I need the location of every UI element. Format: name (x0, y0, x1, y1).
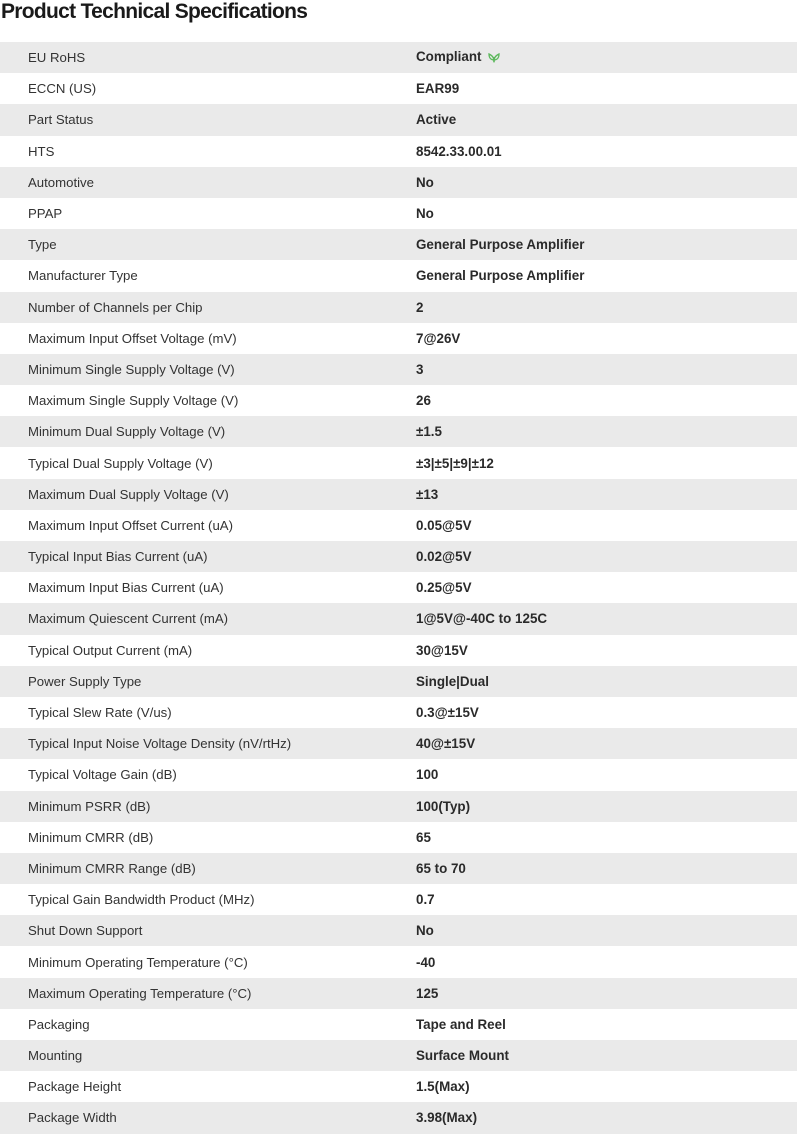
spec-value-text: 0.3@±15V (416, 705, 479, 721)
spec-label: Power Supply Type (0, 666, 416, 697)
spec-value (416, 635, 797, 666)
spec-label: Automotive (0, 167, 416, 198)
spec-table-body (0, 42, 797, 1134)
spec-value (416, 1040, 797, 1071)
spec-row (0, 915, 797, 946)
spec-value (416, 915, 797, 946)
spec-value-text: 65 (416, 829, 431, 845)
spec-value-text: 7@26V (416, 330, 461, 346)
spec-value-text: 1.5(Max) (416, 1079, 470, 1095)
spec-value (416, 416, 797, 447)
spec-value-text: Surface Mount (416, 1048, 509, 1064)
spec-row (0, 666, 797, 697)
spec-label: Maximum Single Supply Voltage (V) (0, 385, 416, 416)
spec-value (416, 759, 797, 790)
spec-value (416, 198, 797, 229)
spec-label: Minimum PSRR (dB) (0, 791, 416, 822)
spec-value (416, 292, 797, 323)
spec-row (0, 479, 797, 510)
spec-value (416, 822, 797, 853)
spec-value (416, 978, 797, 1009)
spec-label: Maximum Quiescent Current (mA) (0, 603, 416, 634)
spec-value (416, 136, 797, 167)
spec-row (0, 853, 797, 884)
spec-label: Part Status (0, 104, 416, 135)
spec-value-text: ±1.5 (416, 424, 442, 440)
spec-label: Mounting (0, 1040, 416, 1071)
spec-value-text: Active (416, 112, 457, 128)
leaf-icon (487, 51, 501, 66)
spec-label: Maximum Input Offset Voltage (mV) (0, 323, 416, 354)
spec-value (416, 323, 797, 354)
spec-label: Maximum Input Bias Current (uA) (0, 572, 416, 603)
spec-row (0, 510, 797, 541)
spec-value-text: 100(Typ) (416, 798, 471, 814)
spec-value (416, 42, 797, 73)
spec-row (0, 260, 797, 291)
spec-value-text: General Purpose Amplifier (416, 237, 585, 253)
spec-label: Package Height (0, 1071, 416, 1102)
spec-row (0, 73, 797, 104)
spec-value-text: 0.25@5V (416, 580, 472, 596)
spec-value-text: Single|Dual (416, 673, 489, 689)
spec-table (0, 42, 797, 1134)
spec-row (0, 104, 797, 135)
spec-value (416, 229, 797, 260)
spec-row (0, 635, 797, 666)
spec-value-text: No (416, 923, 434, 939)
spec-value-text: ±3|±5|±9|±12 (416, 455, 494, 471)
spec-label: Typical Voltage Gain (dB) (0, 759, 416, 790)
spec-value-text: No (416, 206, 434, 222)
spec-label: Maximum Operating Temperature (°C) (0, 978, 416, 1009)
spec-value-text: -40 (416, 954, 436, 970)
spec-value (416, 1071, 797, 1102)
spec-value-text: EAR99 (416, 81, 460, 97)
spec-row (0, 822, 797, 853)
spec-row (0, 978, 797, 1009)
spec-row (0, 884, 797, 915)
spec-value (416, 260, 797, 291)
spec-label: Type (0, 229, 416, 260)
spec-row (0, 791, 797, 822)
spec-row (0, 229, 797, 260)
spec-value (416, 884, 797, 915)
spec-value (416, 167, 797, 198)
spec-label: EU RoHS (0, 42, 416, 73)
spec-label: Maximum Input Offset Current (uA) (0, 510, 416, 541)
spec-row (0, 572, 797, 603)
spec-label: Minimum CMRR Range (dB) (0, 853, 416, 884)
spec-value-text: Tape and Reel (416, 1016, 506, 1032)
page-title: Product Technical Specifications (1, 0, 308, 23)
spec-label: Typical Input Noise Voltage Density (nV/rtHz) (0, 728, 416, 759)
spec-value (416, 1009, 797, 1040)
spec-row (0, 759, 797, 790)
spec-label: Typical Slew Rate (V/us) (0, 697, 416, 728)
spec-label: Typical Input Bias Current (uA) (0, 541, 416, 572)
spec-row (0, 946, 797, 977)
spec-row (0, 1102, 797, 1133)
spec-value-text: 8542.33.00.01 (416, 143, 502, 159)
spec-value (416, 791, 797, 822)
spec-row (0, 136, 797, 167)
spec-label: Package Width (0, 1102, 416, 1133)
spec-row (0, 167, 797, 198)
spec-label: Minimum CMRR (dB) (0, 822, 416, 853)
spec-label: Typical Output Current (mA) (0, 635, 416, 666)
spec-row (0, 603, 797, 634)
spec-value (416, 946, 797, 977)
spec-row (0, 541, 797, 572)
spec-row (0, 697, 797, 728)
spec-row (0, 385, 797, 416)
spec-value-text: No (416, 174, 434, 190)
spec-value (416, 447, 797, 478)
spec-value-text: 0.02@5V (416, 549, 472, 565)
spec-label: Minimum Operating Temperature (°C) (0, 946, 416, 977)
spec-label: Number of Channels per Chip (0, 292, 416, 323)
spec-label: PPAP (0, 198, 416, 229)
spec-row (0, 447, 797, 478)
spec-row (0, 292, 797, 323)
spec-value-text: ±13 (416, 486, 439, 502)
spec-value (416, 853, 797, 884)
spec-value (416, 479, 797, 510)
spec-value (416, 697, 797, 728)
spec-value-text: Compliant (416, 49, 482, 65)
spec-value-text: 1@5V@-40C to 125C (416, 611, 548, 627)
spec-label: Minimum Single Supply Voltage (V) (0, 354, 416, 385)
spec-value (416, 541, 797, 572)
spec-value (416, 385, 797, 416)
spec-label: Typical Dual Supply Voltage (V) (0, 447, 416, 478)
spec-label: Shut Down Support (0, 915, 416, 946)
spec-value-text: 40@±15V (416, 736, 476, 752)
spec-value-text: 0.7 (416, 892, 435, 908)
spec-value-text: 30@15V (416, 642, 468, 658)
spec-row (0, 416, 797, 447)
spec-row (0, 1040, 797, 1071)
spec-row (0, 42, 797, 73)
spec-label: HTS (0, 136, 416, 167)
spec-row (0, 1009, 797, 1040)
spec-row (0, 728, 797, 759)
spec-value (416, 603, 797, 634)
spec-row (0, 354, 797, 385)
spec-value-text: 3.98(Max) (416, 1110, 478, 1126)
spec-value (416, 73, 797, 104)
spec-value (416, 666, 797, 697)
spec-row (0, 323, 797, 354)
spec-value (416, 572, 797, 603)
spec-label: Typical Gain Bandwidth Product (MHz) (0, 884, 416, 915)
spec-value (416, 728, 797, 759)
spec-value (416, 510, 797, 541)
spec-row (0, 1071, 797, 1102)
spec-value (416, 1102, 797, 1133)
spec-value-text: 26 (416, 393, 431, 409)
spec-value-text: 3 (416, 361, 424, 377)
spec-label: Maximum Dual Supply Voltage (V) (0, 479, 416, 510)
spec-value (416, 104, 797, 135)
spec-label: Minimum Dual Supply Voltage (V) (0, 416, 416, 447)
spec-value-text: 2 (416, 299, 424, 315)
spec-value-text: 0.05@5V (416, 517, 472, 533)
spec-label: Manufacturer Type (0, 260, 416, 291)
spec-value-text: General Purpose Amplifier (416, 268, 585, 284)
spec-value-text: 65 to 70 (416, 860, 466, 876)
spec-label: Packaging (0, 1009, 416, 1040)
spec-label: ECCN (US) (0, 73, 416, 104)
spec-value-text: 125 (416, 985, 439, 1001)
spec-row (0, 198, 797, 229)
spec-value (416, 354, 797, 385)
spec-value-text: 100 (416, 767, 439, 783)
